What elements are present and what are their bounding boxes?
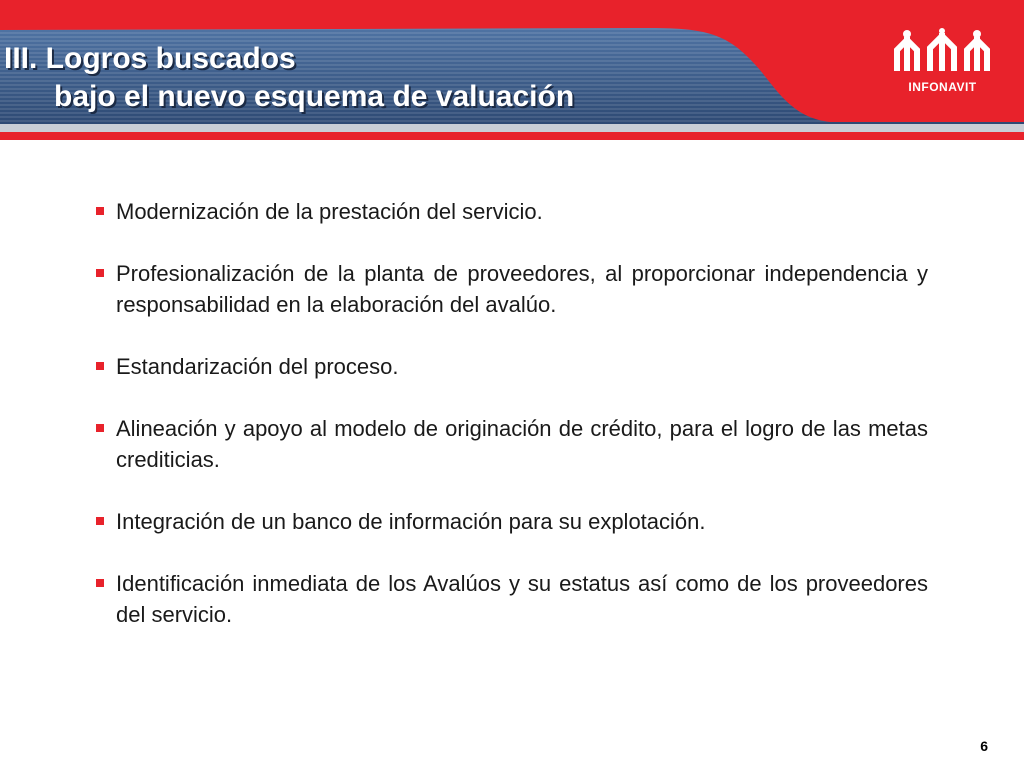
bullet-item bbox=[96, 351, 928, 382]
bullet-item bbox=[96, 258, 928, 320]
bullet-text: Alineación y apoyo al modelo de originación de crédito, para el logro de las metas crediticias. bbox=[116, 416, 928, 472]
bullet-text: Profesionalización de la planta de proveedores, al proporcionar independencia y responsabilidad en la elaboración del avalúo. bbox=[116, 261, 928, 317]
bullet-text: Identificación inmediata de los Avalúos y su estatus así como de los proveedores del servicio. bbox=[116, 571, 928, 627]
houses-logo-icon bbox=[892, 28, 992, 78]
slide-title-line1: III. Logros buscados bbox=[4, 42, 296, 75]
bullet-text: Integración de un banco de información para su explotación. bbox=[116, 509, 706, 534]
square-bullet-icon bbox=[96, 207, 104, 215]
page-number: 6 bbox=[980, 738, 988, 754]
bullet-text: Modernización de la prestación del servicio. bbox=[116, 199, 543, 224]
square-bullet-icon bbox=[96, 362, 104, 370]
infonavit-logo bbox=[880, 20, 1005, 105]
header-banner bbox=[0, 0, 1024, 140]
bullet-item bbox=[96, 506, 928, 537]
slide-title bbox=[4, 40, 574, 116]
square-bullet-icon bbox=[96, 579, 104, 587]
square-bullet-icon bbox=[96, 517, 104, 525]
bullet-text: Estandarización del proceso. bbox=[116, 354, 399, 379]
logo-wordmark: INFONAVIT bbox=[908, 80, 977, 94]
slide-title-line2: bajo el nuevo esquema de valuación bbox=[54, 80, 575, 113]
square-bullet-icon bbox=[96, 424, 104, 432]
bullet-item bbox=[96, 196, 928, 227]
square-bullet-icon bbox=[96, 269, 104, 277]
bullet-list bbox=[96, 196, 928, 661]
bullet-item bbox=[96, 568, 928, 630]
bullet-item bbox=[96, 413, 928, 475]
